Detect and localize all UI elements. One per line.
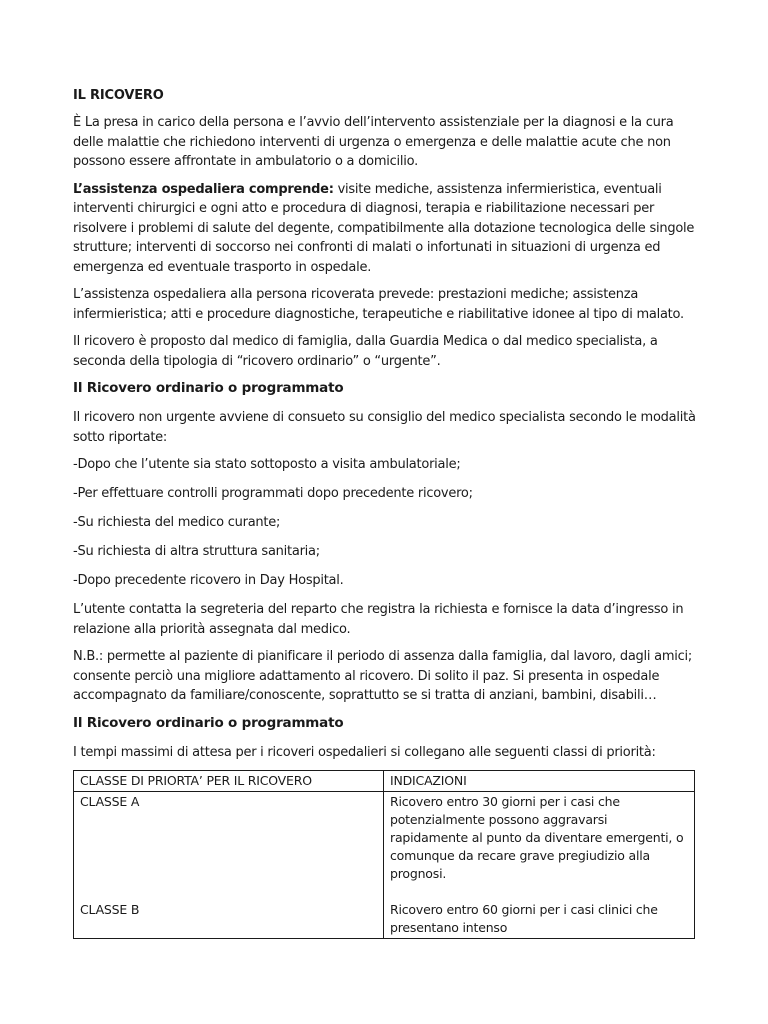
list-item: -Per effettuare controlli programmati dopo precedente ricovero; — [73, 486, 473, 501]
assistenza-paragraph — [73, 180, 698, 278]
segreteria-paragraph: L’utente contatta la segreteria del reparto che registra la richiesta e fornisce la data d’ingresso in relazione alla priorità assegnata dal medico. — [73, 602, 684, 637]
table-row — [74, 792, 695, 939]
table-cell — [74, 792, 384, 939]
table-cell — [384, 792, 695, 939]
list-item: -Su richiesta del medico curante; — [73, 515, 281, 530]
assistenza-lead: L’assistenza ospedaliera comprende: — [73, 181, 334, 197]
cell-spacer — [80, 811, 377, 901]
intro-paragraph: È La presa in carico della persona e l’avvio dell’intervento assistenziale per la diagnosi e la cura delle malattie che richiedono interventi di urgenza o emergenza e delle malattie acute che non possono essere affrontate in ambulatorio o a domicilio. — [73, 115, 674, 169]
priority-classes-table — [73, 770, 695, 939]
nb-paragraph: N.B.: permette al paziente di pianificare il periodo di assenza dalla famiglia, dal lavoro, dagli amici; consente perciò una migliore adattamento al ricovero. Di solito il paz. Si presenta in ospedale accompagnato da familiare/conoscente, soprattutto se si tratta di anziani, bambini, disabili… — [73, 649, 693, 703]
section-heading-ordinario-2: Il Ricovero ordinario o programmato — [73, 714, 344, 731]
tempi-paragraph: I tempi massimi di attesa per i ricoveri ospedalieri si collegano alle seguenti classi di priorità: — [73, 744, 656, 760]
proposto-paragraph: Il ricovero è proposto dal medico di famiglia, dalla Guardia Medica o dal medico specialista, a seconda della tipologia di “ricovero ordinario” o “urgente”. — [73, 334, 658, 369]
list-item: -Su richiesta di altra struttura sanitaria; — [73, 544, 320, 559]
class-a-label: CLASSE A — [80, 794, 140, 809]
list-item: -Dopo precedente ricovero in Day Hospital. — [73, 573, 344, 588]
table-header-cell: INDICAZIONI — [384, 771, 695, 792]
cell-spacer — [390, 883, 688, 901]
table-header-row — [74, 771, 695, 792]
list-item: -Dopo che l’utente sia stato sottoposto a visita ambulatoriale; — [73, 457, 461, 472]
document-content — [73, 86, 698, 939]
class-b-label: CLASSE B — [80, 902, 140, 917]
class-b-text: Ricovero entro 60 giorni per i casi clinici che presentano intenso — [390, 902, 658, 935]
prevede-paragraph: L’assistenza ospedaliera alla persona ricoverata prevede: prestazioni mediche; assistenza infermieristica; atti e procedure diagnostiche, terapeutiche e riabilitative idonee al tipo di malato. — [73, 287, 684, 322]
non-urgente-paragraph: Il ricovero non urgente avviene di consueto su consiglio del medico specialista secondo le modalità sotto riportate: — [73, 410, 696, 445]
assistenza-text: visite mediche, assistenza infermieristica, eventuali interventi chirurgici e ogni atto e procedura di diagnosi, terapia e riabilitazione necessari per risolvere i problemi di salute del degente, compatibilmente alla dotazione tecnologica delle singole strutture; interventi di soccorso nei confronti di malati o infortunati in situazioni di urgenza ed emergenza ed eventuale trasporto in ospedale. — [73, 181, 695, 275]
section-heading-ordinario: Il Ricovero ordinario o programmato — [73, 380, 344, 396]
class-a-text: Ricovero entro 30 giorni per i casi che potenzialmente possono aggravarsi rapidamente al punto da diventare emergenti, o comunque da recare grave pregiudizio alla prognosi. — [390, 794, 684, 881]
document-title: IL RICOVERO — [73, 88, 164, 103]
table-header-cell: CLASSE DI PRIORTA’ PER IL RICOVERO — [74, 771, 384, 792]
